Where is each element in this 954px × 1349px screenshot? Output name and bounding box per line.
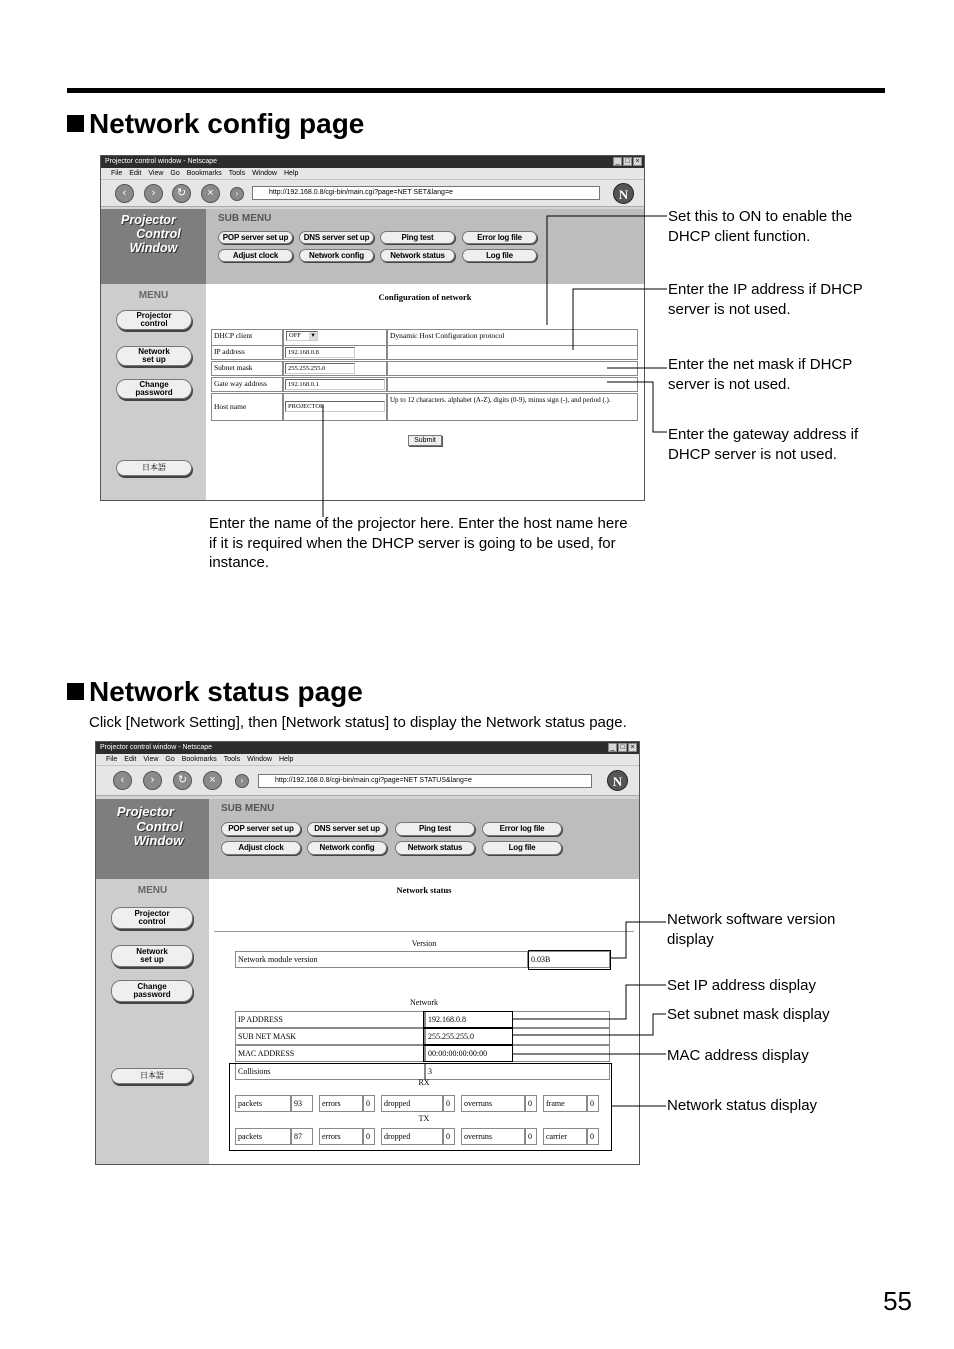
ip-desc xyxy=(387,345,638,360)
rx-frame-label: frame xyxy=(543,1095,587,1112)
window-titlebar: Projector control window - Netscape _ □ × xyxy=(101,156,644,168)
network-setup-button[interactable]: Network set up xyxy=(111,945,193,967)
tx-packets-value: 87 xyxy=(291,1128,313,1145)
dhcp-desc: Dynamic Host Configuration protocol xyxy=(387,329,638,346)
menu-help[interactable]: Help xyxy=(279,756,294,763)
version-label: Version xyxy=(411,939,437,948)
callout-hostname: Enter the name of the projector here. Enter the host name here if it is required when the DHCP server is going to be used, for instance. xyxy=(209,515,628,571)
mac-value: 00:00:00:00:00:00 xyxy=(425,1045,610,1062)
app-area xyxy=(101,209,644,500)
mask-value: 255.255.255.0 xyxy=(425,1028,610,1045)
ping-test-button[interactable]: Ping test xyxy=(395,822,475,836)
rx-frame-value: 0 xyxy=(587,1095,599,1112)
version-highlight xyxy=(528,950,611,970)
tx-overruns-value: 0 xyxy=(525,1128,537,1145)
mask-label: SUB NET MASK xyxy=(235,1028,425,1045)
submit-button[interactable]: Submit xyxy=(408,435,442,446)
ip-label: IP address xyxy=(211,345,283,360)
projector-control-button[interactable]: Projector control xyxy=(111,907,193,929)
japanese-language-button[interactable]: 日本語 xyxy=(111,1068,193,1084)
rx-errors-value: 0 xyxy=(363,1095,375,1112)
rx-overruns-value: 0 xyxy=(525,1095,537,1112)
hostname-desc: Up to 12 characters. alphabet (A-Z), digits (0-9), minus sign (-), and period (.). xyxy=(387,393,638,421)
tx-errors-value: 0 xyxy=(363,1128,375,1145)
reload-icon[interactable]: ↻ xyxy=(173,771,192,790)
browser-toolbar xyxy=(96,766,639,796)
tx-carrier-label: carrier xyxy=(543,1128,587,1145)
forward-icon[interactable]: › xyxy=(144,184,163,203)
submenu-label: SUB MENU xyxy=(218,213,272,224)
callout-status-ip: Set IP address display xyxy=(667,977,816,994)
callout-network-status: Network status display xyxy=(667,1097,818,1114)
menu-bookmarks[interactable]: Bookmarks xyxy=(181,756,217,763)
minimize-icon[interactable]: _ xyxy=(608,743,617,752)
ip-input[interactable]: 192.168.0.8 xyxy=(285,347,355,358)
square-bullet-icon xyxy=(67,683,84,700)
japanese-language-button[interactable]: 日本語 xyxy=(116,460,192,476)
network-config-button[interactable]: Network config xyxy=(299,249,374,262)
maximize-icon[interactable]: □ xyxy=(618,743,627,752)
mask-cell xyxy=(283,361,387,376)
log-file-button[interactable]: Log file xyxy=(462,249,537,262)
forward-icon[interactable]: › xyxy=(143,771,162,790)
error-log-button[interactable]: Error log file xyxy=(482,822,562,836)
page-number: 55 xyxy=(883,1286,912,1316)
gateway-desc xyxy=(387,377,638,392)
config-row-dhcp xyxy=(211,329,638,346)
stop-icon[interactable]: × xyxy=(201,184,220,203)
go-icon[interactable]: › xyxy=(230,187,244,201)
menu-file[interactable]: File xyxy=(106,756,118,763)
menu-bookmarks[interactable]: Bookmarks xyxy=(186,170,222,177)
section-title-network-config: Network config page xyxy=(67,108,364,140)
maximize-icon[interactable]: □ xyxy=(623,157,632,166)
rx-errors-label: errors xyxy=(319,1095,363,1112)
mask-label: Subnet mask xyxy=(211,361,283,376)
url-field[interactable]: http://192.168.0.8/cgi-bin/main.cgi?page=NET SET&lang=e xyxy=(252,186,600,200)
reload-icon[interactable]: ↻ xyxy=(172,184,191,203)
adjust-clock-button[interactable]: Adjust clock xyxy=(221,841,301,855)
callout-ip: Enter the IP address if DHCP server is not used. xyxy=(668,281,863,318)
module-version-value: 0.03B xyxy=(528,951,610,968)
menu-edit[interactable]: Edit xyxy=(129,170,142,177)
browser-toolbar xyxy=(101,180,644,207)
config-row-ip xyxy=(211,345,638,360)
dhcp-select[interactable]: OFF ▾ xyxy=(286,331,318,341)
menu-panel xyxy=(96,879,209,1164)
menu-help[interactable]: Help xyxy=(284,170,299,177)
error-log-button[interactable]: Error log file xyxy=(462,231,537,244)
tx-carrier-value: 0 xyxy=(587,1128,599,1145)
collisions-value: 3 xyxy=(425,1063,610,1080)
dns-server-button[interactable]: DNS server set up xyxy=(299,231,374,244)
netscape-logo-icon: N xyxy=(607,770,628,791)
header-rule xyxy=(67,88,885,93)
browser-menubar xyxy=(101,168,644,180)
rx-label: RX xyxy=(418,1078,430,1087)
dhcp-label: DHCP client xyxy=(211,329,283,346)
submenu-panel xyxy=(206,209,644,284)
close-icon[interactable]: × xyxy=(633,157,642,166)
tx-packets-label: packets xyxy=(235,1128,291,1145)
callout-dhcp: Set this to ON to enable the DHCP client function. xyxy=(668,208,853,245)
callout-version: Network software version display xyxy=(667,911,836,948)
status-divider xyxy=(214,931,634,932)
network-setup-button[interactable]: Network set up xyxy=(116,346,192,366)
dns-server-button[interactable]: DNS server set up xyxy=(307,822,387,836)
close-icon[interactable]: × xyxy=(628,743,637,752)
tx-dropped-label: dropped xyxy=(381,1128,443,1145)
back-icon[interactable]: ‹ xyxy=(115,184,134,203)
back-icon[interactable]: ‹ xyxy=(113,771,132,790)
mask-desc xyxy=(387,361,638,376)
status-highlight xyxy=(229,1063,612,1151)
module-version-label: Network module version xyxy=(235,951,528,968)
pop-server-button[interactable]: POP server set up xyxy=(221,822,301,836)
config-row-hostname xyxy=(211,393,638,421)
stop-icon[interactable]: × xyxy=(203,771,222,790)
rx-overruns-label: overruns xyxy=(461,1095,525,1112)
tx-dropped-value: 0 xyxy=(443,1128,455,1145)
config-row-mask xyxy=(211,361,638,376)
mac-label: MAC ADDRESS xyxy=(235,1045,425,1062)
hostname-label: Host name xyxy=(211,393,283,421)
section-title-network-status: Network status page xyxy=(67,676,363,708)
callout-status-mask: Set subnet mask display xyxy=(667,1006,830,1023)
go-icon[interactable]: › xyxy=(235,774,249,788)
adjust-clock-button[interactable]: Adjust clock xyxy=(218,249,293,262)
callout-gateway: Enter the gateway address if DHCP server is not used. xyxy=(668,426,859,463)
menu-label: MENU xyxy=(138,290,169,301)
network-status-button[interactable]: Network status xyxy=(395,841,475,855)
submenu-label: SUB MENU xyxy=(221,803,275,814)
rx-packets-label: packets xyxy=(235,1095,291,1112)
section-intro: Click [Network Setting], then [Network status] to display the Network status page. xyxy=(89,714,627,731)
config-title: Configuration of network xyxy=(378,292,472,302)
menu-file[interactable]: File xyxy=(111,170,123,177)
menu-view[interactable]: View xyxy=(148,170,164,177)
gateway-cell xyxy=(283,377,387,392)
hostname-cell xyxy=(283,393,387,421)
ip-highlight xyxy=(423,1011,513,1028)
ip-cell xyxy=(283,345,387,360)
tx-overruns-label: overruns xyxy=(461,1128,525,1145)
dropdown-arrow-icon: ▾ xyxy=(309,332,317,340)
config-row-gateway xyxy=(211,377,638,392)
change-password-button[interactable]: Change password xyxy=(116,379,192,399)
square-bullet-icon xyxy=(67,115,84,132)
app-logo: Projector Control Window xyxy=(96,799,209,879)
window-titlebar: Projector control window - Netscape _ □ × xyxy=(96,742,639,754)
gateway-label: Gate way address xyxy=(211,377,283,392)
config-content xyxy=(206,284,644,500)
ping-test-button[interactable]: Ping test xyxy=(380,231,455,244)
rx-packets-value: 93 xyxy=(291,1095,313,1112)
ip-label: IP ADDRESS xyxy=(235,1011,425,1028)
callout-mac: MAC address display xyxy=(667,1047,809,1064)
menu-window[interactable]: Window xyxy=(252,170,277,177)
menu-window[interactable]: Window xyxy=(247,756,272,763)
dhcp-cell xyxy=(283,329,387,346)
rx-dropped-value: 0 xyxy=(443,1095,455,1112)
menu-panel xyxy=(101,284,206,500)
callout-mask: Enter the net mask if DHCP server is not used. xyxy=(668,356,852,393)
menu-tools[interactable]: Tools xyxy=(223,756,241,763)
mac-highlight xyxy=(423,1045,513,1062)
rx-dropped-label: dropped xyxy=(381,1095,443,1112)
browser-window-config xyxy=(100,155,645,501)
menu-label: MENU xyxy=(137,885,168,896)
status-title: Network status xyxy=(396,885,452,895)
menu-go[interactable]: Go xyxy=(170,170,180,177)
app-logo: Projector Control Window xyxy=(101,209,206,284)
tx-errors-label: errors xyxy=(319,1128,363,1145)
browser-menubar xyxy=(96,754,639,766)
network-config-button[interactable]: Network config xyxy=(307,841,387,855)
minimize-icon[interactable]: _ xyxy=(613,157,622,166)
mask-input[interactable]: 255.255.255.0 xyxy=(285,363,355,374)
menu-view[interactable]: View xyxy=(143,756,159,763)
network-status-button[interactable]: Network status xyxy=(380,249,455,262)
ip-value: 192.168.0.8 xyxy=(425,1011,610,1028)
change-password-button[interactable]: Change password xyxy=(111,980,193,1002)
menu-go[interactable]: Go xyxy=(165,756,175,763)
url-field[interactable]: http://192.168.0.8/cgi-bin/main.cgi?page=NET STATUS&lang=e xyxy=(258,774,592,788)
projector-control-button[interactable]: Projector control xyxy=(116,310,192,330)
gateway-input[interactable]: 192.168.0.1 xyxy=(285,379,385,390)
hostname-input[interactable]: PROJECTOR xyxy=(285,401,385,412)
netscape-logo-icon: N xyxy=(613,183,634,204)
collisions-label: Collisions xyxy=(235,1063,425,1080)
submenu-panel xyxy=(209,799,639,879)
log-file-button[interactable]: Log file xyxy=(482,841,562,855)
menu-tools[interactable]: Tools xyxy=(228,170,246,177)
pop-server-button[interactable]: POP server set up xyxy=(218,231,293,244)
menu-edit[interactable]: Edit xyxy=(124,756,137,763)
mask-highlight xyxy=(423,1028,513,1045)
tx-label: TX xyxy=(418,1114,430,1123)
network-label: Network xyxy=(410,998,438,1007)
